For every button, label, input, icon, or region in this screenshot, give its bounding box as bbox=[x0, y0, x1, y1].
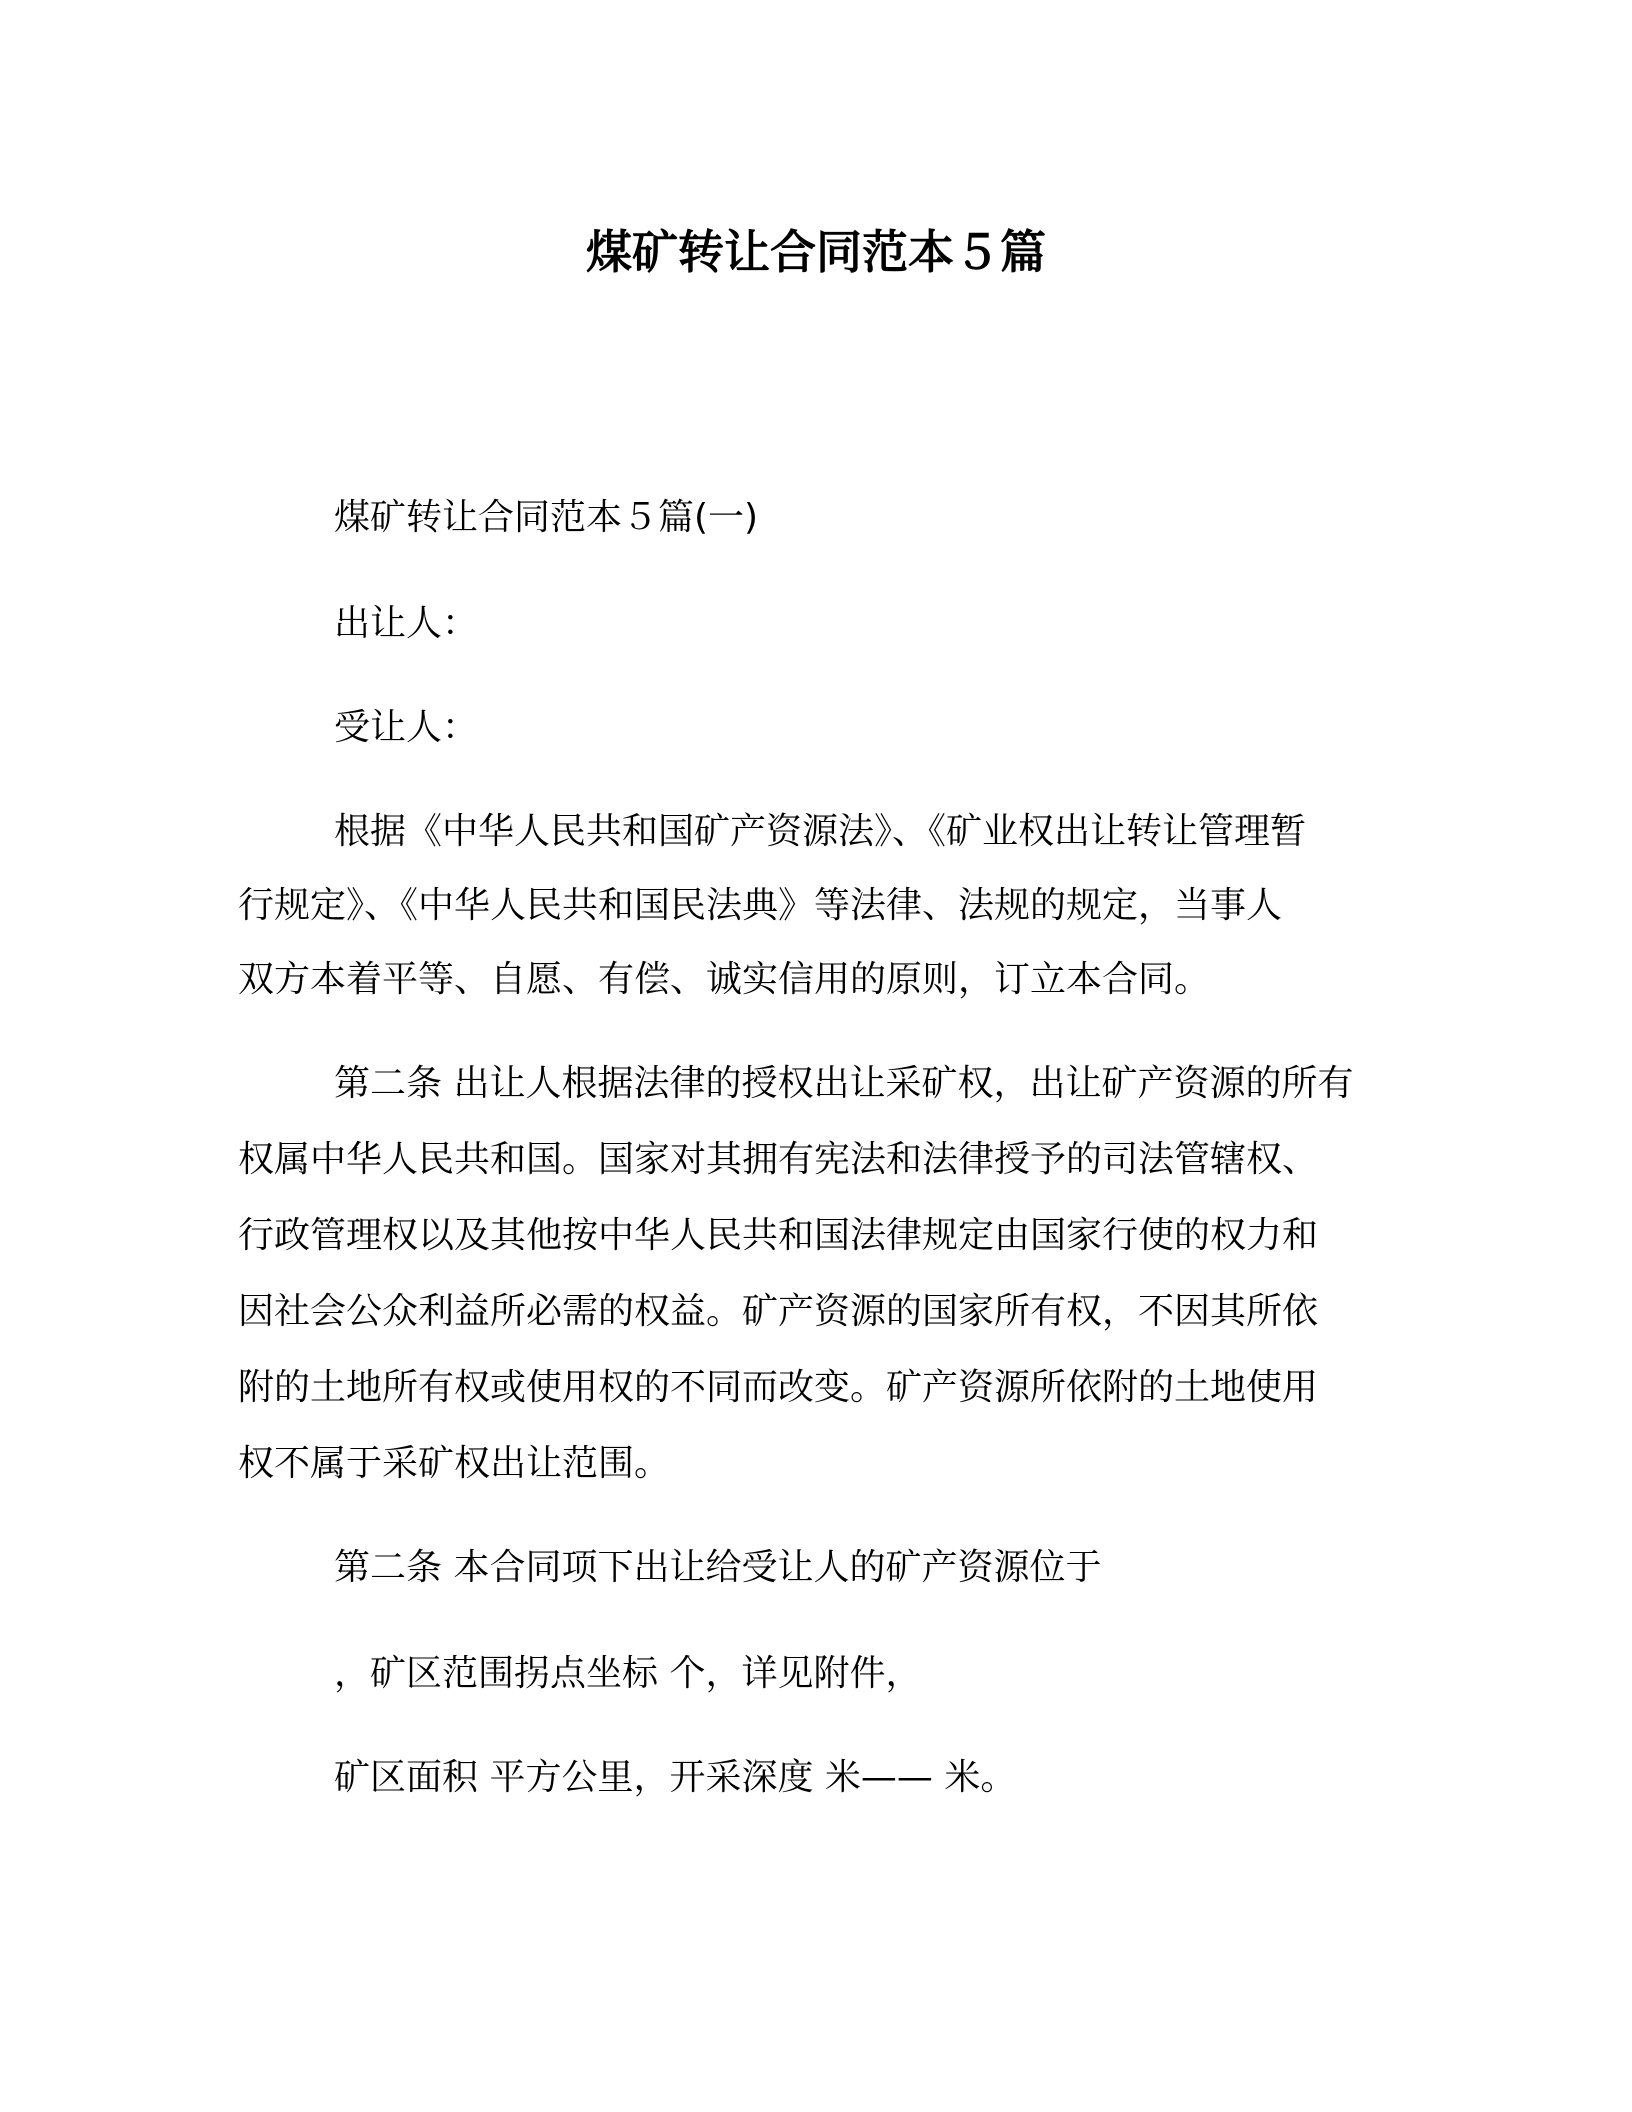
paragraph-line: 因社会公众利益所必需的权益。矿产资源的国家所有权，不因其所依 bbox=[238, 1291, 1319, 1332]
paragraph-line: ，矿区范围拐点坐标 个，详见附件， bbox=[334, 1653, 922, 1694]
section-heading: 煤矿转让合同范本５篇(一) bbox=[334, 497, 759, 538]
paragraph-line: 权属中华人民共和国。国家对其拥有宪法和法律授予的司法管辖权、 bbox=[238, 1139, 1319, 1180]
document-title: 煤矿转让合同范本５篇 bbox=[586, 225, 1046, 279]
paragraph-line: 根据《中华人民共和国矿产资源法》、《矿业权出让转让管理暂 bbox=[334, 811, 1307, 852]
paragraph-line: 双方本着平等、自愿、有偿、诚实信用的原则，订立本合同。 bbox=[238, 959, 1211, 1000]
paragraph-line: 权不属于采矿权出让范围。 bbox=[238, 1443, 671, 1484]
transferee-field: 受让人： bbox=[334, 707, 479, 748]
paragraph-line: 第二条 出让人根据法律的授权出让采矿权，出让矿产资源的所有 bbox=[334, 1063, 1354, 1104]
paragraph-line: 第二条 本合同项下出让给受让人的矿产资源位于 bbox=[334, 1547, 1102, 1588]
paragraph-line: 行规定》、《中华人民共和国民法典》等法律、法规的规定，当事人 bbox=[238, 885, 1283, 926]
paragraph-line: 行政管理权以及其他按中华人民共和国法律规定由国家行使的权力和 bbox=[238, 1215, 1319, 1256]
paragraph-line: 附的土地所有权或使用权的不同而改变。矿产资源所依附的土地使用 bbox=[238, 1367, 1319, 1408]
paragraph-line: 矿区面积 平方公里，开采深度 米—— 米。 bbox=[334, 1757, 1017, 1798]
transferor-field: 出让人： bbox=[334, 603, 479, 644]
